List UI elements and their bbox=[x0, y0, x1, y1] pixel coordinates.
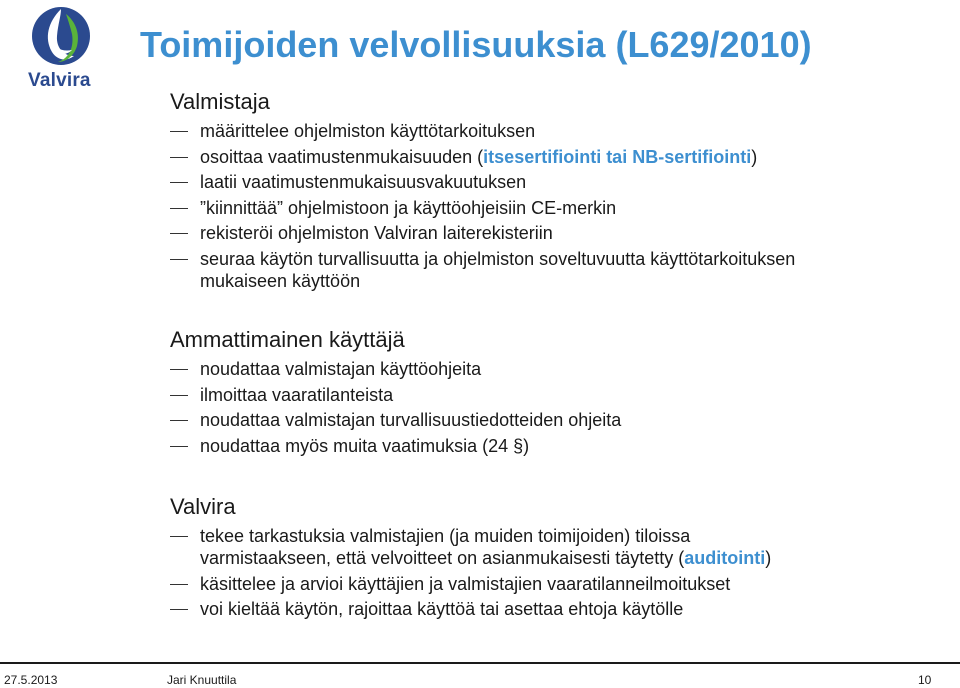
list-item: ”kiinnittää” ohjelmistoon ja käyttöohjeisiin CE-merkin bbox=[170, 197, 930, 219]
list-item: noudattaa valmistajan turvallisuustiedotteiden ohjeita bbox=[170, 409, 930, 431]
logo-text: Valvira bbox=[28, 70, 91, 91]
section-valmistaja bbox=[170, 89, 930, 295]
section-heading: Valvira bbox=[170, 494, 236, 519]
section-valvira bbox=[170, 494, 930, 624]
list-item: rekisteröi ohjelmiston Valviran laiterekisteriin bbox=[170, 222, 930, 244]
dash-bullet-icon bbox=[170, 446, 188, 447]
dash-bullet-icon bbox=[170, 208, 188, 209]
list-item: tekee tarkastuksia valmistajien (ja muiden toimijoiden) tiloissa varmistaakseen, että velvoitteet on asianmukaisesti täytetty (auditointi) bbox=[170, 525, 930, 569]
list-item: ilmoittaa vaaratilanteista bbox=[170, 384, 930, 406]
valvira-logo-mark-icon bbox=[30, 4, 92, 68]
dash-bullet-icon bbox=[170, 259, 188, 260]
dash-bullet-icon bbox=[170, 536, 188, 537]
dash-bullet-icon bbox=[170, 131, 188, 132]
section-heading: Valmistaja bbox=[170, 89, 270, 114]
list-item: seuraa käytön turvallisuutta ja ohjelmiston soveltuvuutta käyttötarkoituksen mukaiseen käyttöön bbox=[170, 248, 930, 292]
dash-bullet-icon bbox=[170, 233, 188, 234]
list-item: osoittaa vaatimustenmukaisuuden (itsesertifiointi tai NB-sertifiointi) bbox=[170, 146, 930, 168]
section-ammattimainen-kayttaja bbox=[170, 327, 930, 460]
dash-bullet-icon bbox=[170, 395, 188, 396]
highlight-text: itsesertifiointi tai NB-sertifiointi bbox=[483, 146, 752, 167]
list-item: määrittelee ohjelmiston käyttötarkoituksen bbox=[170, 120, 930, 142]
page-title: Toimijoiden velvollisuuksia (L629/2010) bbox=[140, 24, 812, 65]
dash-bullet-icon bbox=[170, 157, 188, 158]
dash-bullet-icon bbox=[170, 609, 188, 610]
dash-bullet-icon bbox=[170, 584, 188, 585]
footer-author: Jari Knuuttila bbox=[167, 673, 237, 687]
list-item: noudattaa valmistajan käyttöohjeita bbox=[170, 358, 930, 380]
highlight-text: auditointi bbox=[684, 548, 766, 568]
list-item: noudattaa myös muita vaatimuksia (24 §) bbox=[170, 435, 930, 457]
valvira-logo bbox=[24, 4, 104, 100]
footer-page-number: 10 bbox=[918, 673, 932, 687]
footer-date: 27.5.2013 bbox=[4, 673, 58, 687]
list-item: laatii vaatimustenmukaisuusvakuutuksen bbox=[170, 171, 930, 193]
dash-bullet-icon bbox=[170, 369, 188, 370]
section-heading: Ammattimainen käyttäjä bbox=[170, 327, 405, 352]
list-item: voi kieltää käytön, rajoittaa käyttöä tai asettaa ehtoja käytölle bbox=[170, 598, 930, 620]
footer-divider bbox=[0, 662, 960, 664]
list-item: käsittelee ja arvioi käyttäjien ja valmistajien vaaratilanneilmoitukset bbox=[170, 573, 930, 595]
dash-bullet-icon bbox=[170, 182, 188, 183]
dash-bullet-icon bbox=[170, 420, 188, 421]
